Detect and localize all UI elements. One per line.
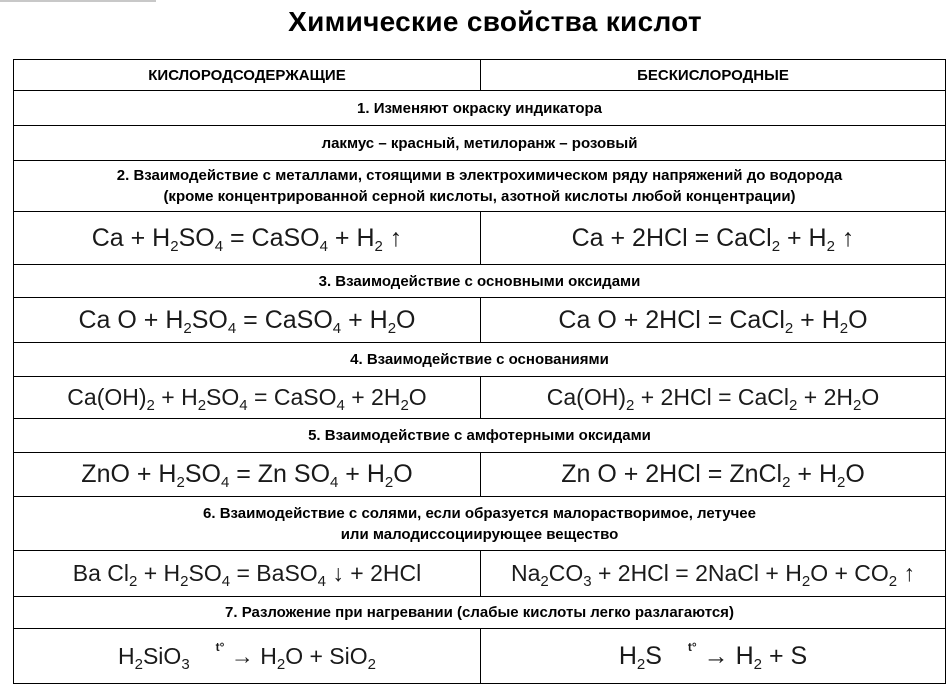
section-6-heading [14, 497, 946, 551]
equation-2-left: $Ca + H_2SO_4$ = CaSO$_4$ + $H_2$ ↑ [14, 212, 481, 265]
equation-3-left: Ca $O + H_2SO_4$ = CaSO$_4$ + $H_2O$ [14, 298, 481, 343]
equation-6-left: Ba $Cl_2 + H_2SO_4$ = BaSO$_4$ ↓ + 2HCl [14, 551, 481, 597]
equation-7-left: $H_2SiO_3^{t^\circ} \to H_2O + SiO_2$ [14, 629, 481, 684]
section-1-heading: 1. Изменяют окраску индикатора [14, 91, 946, 126]
section-1-note: лакмус – красный, метилоранж – розовый [14, 126, 946, 161]
equation-5-left: ZnO + $H_2SO_4 = Zn$ $SO_4 + H_2O$ [14, 453, 481, 497]
top-edge-line [0, 0, 156, 2]
equation-6-right: $Na_2CO_3 + 2HCl$ = 2NaCl + $H_2O + CO_2$ ↑ [481, 551, 946, 597]
equation-5-right: Zn O + 2HCl = ZnCl$_2$ + $H_2O$ [481, 453, 946, 497]
header-oxygen-acids: КИСЛОРОДСОДЕРЖАЩИЕ [14, 60, 481, 91]
page-title: Химические свойства кислот [288, 6, 702, 37]
section-6-heading-line2: или малодиссоциирующее вещество [340, 525, 619, 543]
section-2-heading [14, 161, 946, 212]
section-2-heading-line1: 2. Взаимодействие с металлами, стоящими в электрохимическом ряду напряжений до водорода [116, 167, 843, 184]
section-2-heading-line2: (кроме концентрированной серной кислоты, азотной кислоты любой концентрации) [163, 188, 796, 205]
equation-4-left: $Ca(OH)_2 + H_2SO_4$ = CaSO$_4$ + $2H_2O$ [14, 377, 481, 419]
header-oxygen-free-acids: БЕСКИСЛОРОДНЫЕ [481, 60, 946, 91]
section-7-heading: 7. Разложение при нагревании (слабые кислоты легко разлагаются) [14, 597, 946, 629]
section-3-heading: 3. Взаимодействие с основными оксидами [14, 265, 946, 298]
equation-7-right: $H_2S$ $^{t^\circ} \to H_2 + S$ [481, 629, 946, 684]
equation-2-right: Ca + 2HCl = CaCl$_2$ + $H_2$ ↑ [481, 212, 946, 265]
equation-3-right: Ca O + 2HCl = CaCl$_2$ + $H_2O$ [481, 298, 946, 343]
section-4-heading: 4. Взаимодействие с основаниями [14, 343, 946, 377]
acid-properties-table [13, 59, 946, 684]
section-5-heading: 5. Взаимодействие с амфотерными оксидами [14, 419, 946, 453]
equation-4-right: $Ca(OH)_2 + 2HCl$ = CaCl$_2$ + $2H_2O$ [481, 377, 946, 419]
section-6-heading-line1: 6. Взаимодействие с солями, если образуется малорастворимое, летучее [203, 504, 756, 522]
